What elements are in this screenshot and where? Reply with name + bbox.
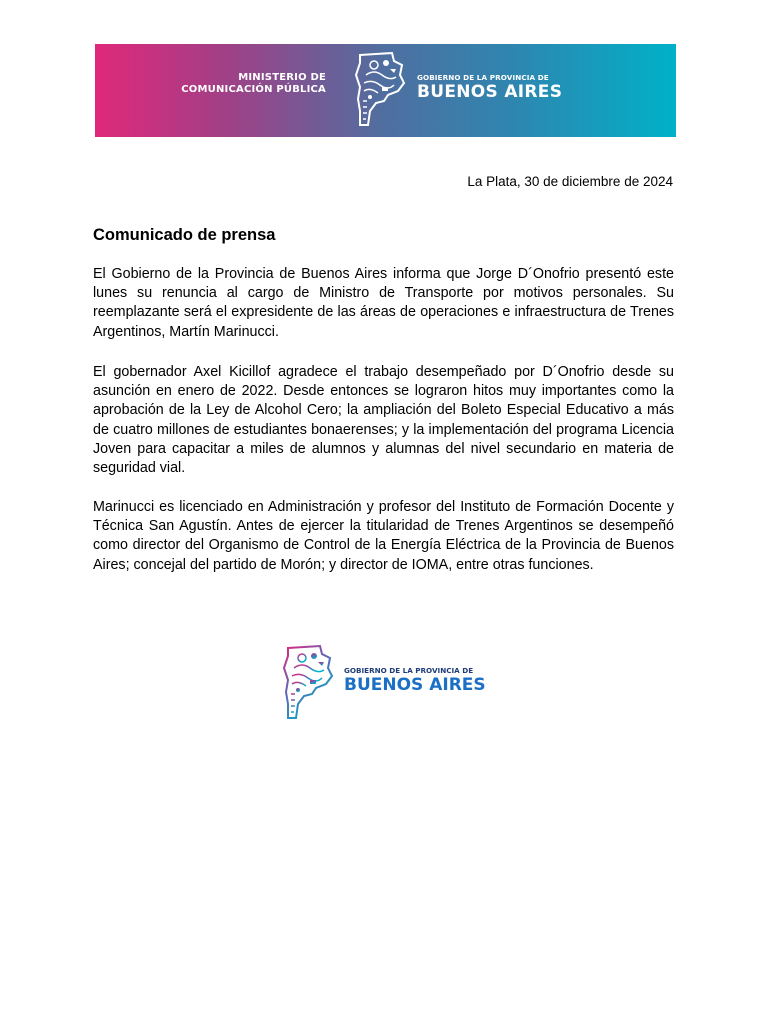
document-date: La Plata, 30 de diciembre de 2024: [467, 174, 673, 189]
paragraph-3: Marinucci es licenciado en Administración y profesor del Instituto de Formación Docente y Técnica San Agustín. Antes de ejercer la titularidad de Trenes Argentinos se desempeñó como director del Organismo de Control de la Energía Eléctrica de la Provincia de Buenos Aires; concejal del partido de Morón; y director de IOMA, entre otras funciones.: [93, 499, 674, 573]
footer-gov-small-text: GOBIERNO DE LA PROVINCIA DE: [344, 666, 474, 675]
gov-small-text: GOBIERNO DE LA PROVINCIA DE: [417, 73, 549, 82]
paragraph-2: El gobernador Axel Kicillof agradece el trabajo desempeñado por D´Onofrio desde su asunción en enero de 2022. Desde entonces se lograron hitos muy importantes como la aprobación de la Ley de Alcohol Cero; la ampliación del Boleto Especial Educativo a más de cuatro millones de estudiantes bonaerenses; y la implementación del programa Licencia Joven para capacitar a miles de alumnos y alumnas del nivel secundario en materia de seguridad vial.: [93, 364, 674, 477]
paragraph-1: El Gobierno de la Provincia de Buenos Aires informa que Jorge D´Onofrio presentó este lunes su renuncia al cargo de Ministro de Transporte por motivos personales. Su reemplazante será el expresidente de las áreas de operaciones e infraestructura de Trenes Argentinos, Martín Marinucci.: [93, 266, 674, 340]
ministry-name: [181, 72, 326, 96]
footer-emblem-icon: [282, 644, 334, 720]
header-banner: [95, 44, 676, 137]
ministry-line-2: COMUNICACIÓN PÚBLICA: [181, 84, 326, 95]
province-wordmark: [417, 73, 562, 102]
document-title: Comunicado de prensa: [93, 226, 276, 244]
footer-wordmark: [344, 666, 486, 695]
province-emblem-icon: [354, 51, 406, 127]
ministry-line-1: MINISTERIO DE: [238, 72, 326, 83]
gov-big-text: BUENOS AIRES: [417, 82, 563, 102]
footer-gov-big-text: BUENOS AIRES: [344, 675, 486, 695]
footer-logo: [282, 644, 502, 720]
